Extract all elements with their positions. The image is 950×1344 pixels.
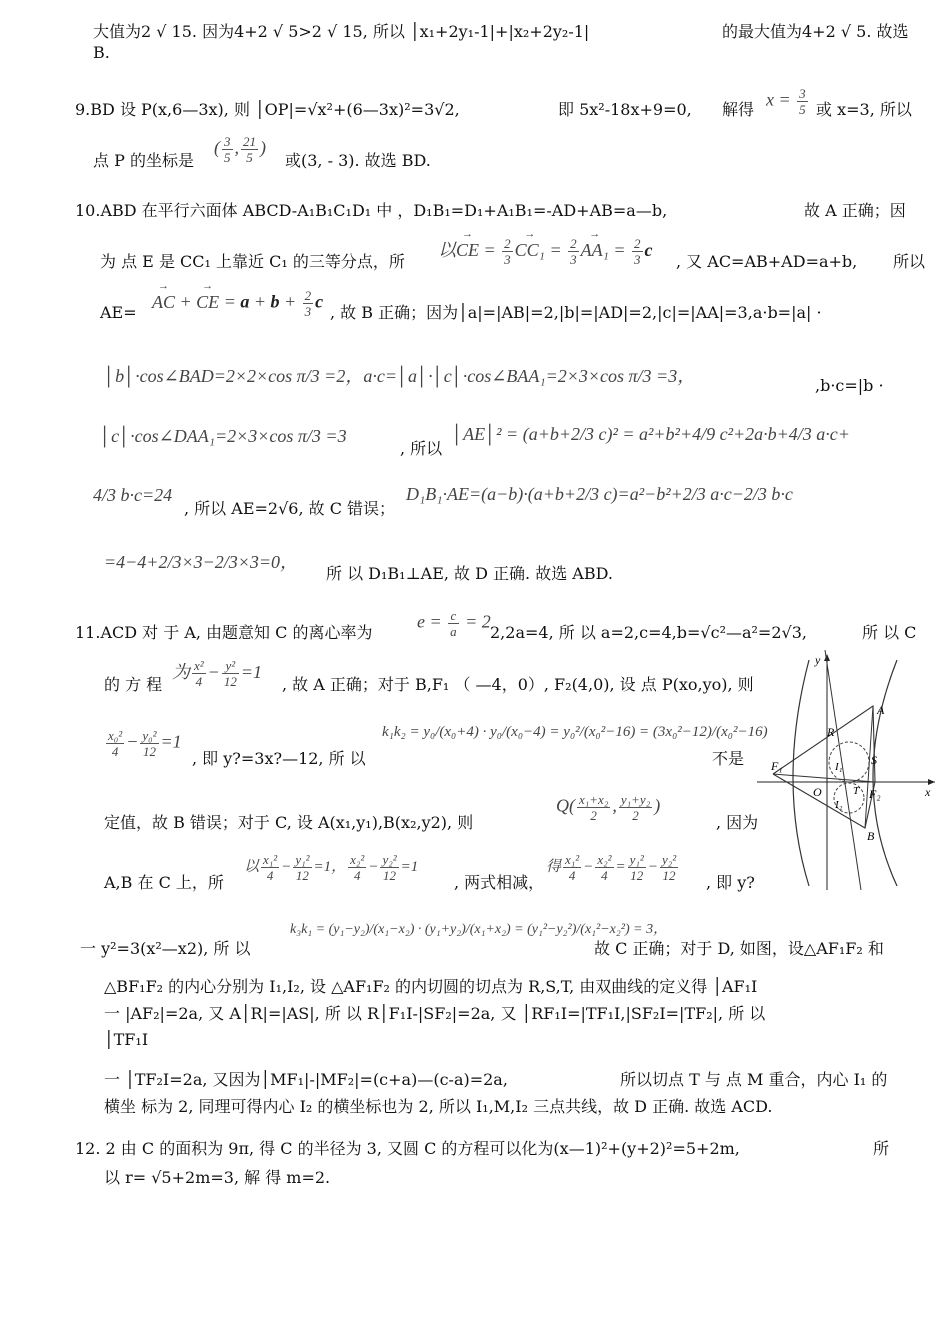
- p10-zero: =4−4+2/3×3−2/3×3=0，: [104, 552, 299, 572]
- vertical-line: [825, 650, 861, 890]
- p9-point: ( $\frac{3}{5}$ , $\frac{21}{5}$ ): [214, 134, 266, 165]
- p9-or-x3: 或 x=3, 所以: [816, 100, 912, 119]
- p11-difference: 得 $\frac{\text{x₁²}}{4}$ − $\frac{\text{x₂²}}{4}$ = $\frac{\text{y₁²}}{12}$ − $\frac{\text{y₂²}}{12}$: [546, 852, 677, 883]
- p12-line1: 12. 2 由 C 的面积为 9π, 得 C 的半径为 3, 又圆 C 的方程可以化为(x—1)²+(y+2)²=5+2m,: [75, 1139, 740, 1158]
- r-label: R: [827, 725, 835, 739]
- p11-eccentricity: e = $\frac{c}{a}$ = 2: [417, 608, 491, 639]
- p10-line3: , 故 B 正确；因为│a|=|AB|=2,|b|=|AD|=2,|c|=|AA|=3,a·b=|a| ·: [330, 303, 822, 322]
- p10-line1: 10.ABD 在平行六面体 ABCD-A₁B₁C₁D₁ 中 ，D₁B₁=D₁+A₁B₁=-AD+AB=a—b,: [75, 201, 668, 220]
- f1f2-line: [773, 774, 875, 782]
- p11-not: 不是: [712, 749, 745, 768]
- p10-line2: 为 点 E 是 CC₁ 上靠近 C₁ 的三等分点，所: [100, 252, 405, 271]
- p9-line2-end: 或(3, - 3). 故选 BD.: [285, 151, 431, 170]
- hyperbola-figure: [757, 650, 937, 890]
- triangles: [773, 706, 875, 828]
- o-label: O: [813, 785, 822, 799]
- p12-line1-end: 所: [873, 1139, 890, 1158]
- right-branch: [873, 660, 897, 886]
- p11-line7: △BF₁F₂ 的内心分别为 I₁,I₂, 设 △AF₁F₂ 的内切圆的切点为 R,S,T, 由双曲线的定义得 │AF₁I: [104, 977, 758, 996]
- x-label: x: [925, 785, 931, 799]
- p11-line6: 一 y²=3(x²—x2), 所 以: [80, 939, 251, 958]
- p11-k3k1: k₃k₁ = (y₁−y₂)/(x₁−x₂) · (y₁+y₂)/(x₁+x₂) = (y₁²−y₂²)/(x₁²−x₂²) = 3，: [290, 922, 668, 937]
- p11-line8: 一 |AF₂|=2a, 又 A│R|=|AS|, 所 以 R│F₁I-|SF₂|=2a, 又 │RF₁I=|TF₁I,|SF₂I=|TF₂|, 所 以: [104, 1004, 766, 1023]
- left-branch: [793, 660, 809, 886]
- p11-k1k2: k₁k₂ = y₀/(x₀+4) · y₀/(x₀−4) = y₀²/(x₀²−16) = (3x₀²−12)/(x₀²−16): [382, 724, 768, 740]
- p9-solve: 解得: [722, 100, 755, 119]
- p8-line1: 大值为2 √ 15. 因为4+2 √ 5>2 √ 15, 所以 │x₁+2y₁-1|+|x₂+2y₂-1|: [93, 22, 590, 41]
- s-label: S: [871, 753, 877, 767]
- p11-line3: , 即 y?=3x?—12, 所 以: [192, 749, 366, 768]
- p8-line2: B.: [93, 43, 110, 62]
- y-label: y: [815, 653, 821, 667]
- p10-ae-equation: → AC + → CE = a + b + $\frac{2}{3}$ c: [152, 288, 323, 319]
- p10-bc-term: 4/3 b·c=24: [93, 485, 173, 505]
- f1-label: F₁: [771, 759, 783, 773]
- p10-ae-label: AE=: [100, 303, 137, 322]
- i1-label: I₁: [835, 761, 843, 773]
- p10-c-wrong: , 所以 AE=2√6, 故 C 错误；: [184, 499, 396, 518]
- p11-line4: 定值，故 B 错误；对于 C, 设 A(x₁,y₁),B(x₂,y2), 则: [104, 813, 474, 832]
- p11-line1-end: 所 以 C: [862, 623, 917, 642]
- p11-line1-mid: 2,2a=4, 所 以 a=2,c=4,b=√c²—a²=2√3,: [490, 623, 807, 642]
- p11-hyperbola: 为 $\frac{\text{x²}}{4}$ − $\frac{\text{y²}}{12}$ =1: [172, 658, 262, 690]
- p11-line5: A,B 在 C 上，所: [104, 873, 224, 892]
- f2-label: F₂: [869, 787, 881, 801]
- p10-line7: 所 以 D₁B₁⊥AE, 故 D 正确. 故选 ABD.: [326, 564, 613, 583]
- p12-line2: 以 r= √5+2m=3, 解 得 m=2.: [104, 1168, 331, 1187]
- p9-equation: 即 5x²-18x+9=0,: [558, 100, 692, 119]
- p10-bc: ,b·c=|b ·: [815, 376, 884, 395]
- p10-line1-end: 故 A 正确；因: [804, 201, 906, 220]
- p10-ac: , 又 AC=AB+AD=a+b,: [676, 252, 858, 271]
- i2-label: I₂: [835, 799, 843, 811]
- p11-because: , 因为: [716, 813, 759, 832]
- p9-line1: 9.BD 设 P(x,6—3x), 则 │OP|=√x²+(6—3x)²=3√2,: [75, 100, 460, 119]
- p11-line2: 的 方 程: [104, 675, 163, 694]
- p11-line6-end: 故 C 正确；对于 D, 如图，设△AF₁F₂ 和: [594, 939, 884, 958]
- p11-subtract: , 两式相减，: [454, 873, 545, 892]
- p11-line1: 11.ACD 对 于 A, 由题意知 C 的离心率为: [75, 623, 373, 642]
- p9-x-value: x = $\frac{3}{5}$: [766, 86, 806, 117]
- b-label: B: [867, 829, 875, 843]
- p11-line10: 一 │TF₂I=2a, 又因为│MF₁|-|MF₂|=(c+a)—(c-a)=2a,: [104, 1070, 508, 1089]
- p11-ab-eq: 以 $\frac{\text{x₁²}}{4}$ − $\frac{\text{y₁²}}{12}$ =1， $\frac{\text{x₂²}}{4}$ − $\frac{\text{y₂²}}{12}$ =1: [244, 852, 419, 883]
- p10-d1b1-dot: D₁B₁·AE=(a−b)·(a+b+2/3 c)=a²−b²+2/3 a·c−2/3 b·c: [406, 484, 793, 504]
- p10-so: , 所以: [400, 439, 443, 458]
- t-label: T: [853, 785, 860, 797]
- p11-p-equation: $\frac{\text{x₀²}}{4}$ − $\frac{\text{y₀²}}{12}$ =1: [108, 728, 182, 759]
- p11-line10-end: 所以切点 T 与 点 M 重合，内心 I₁ 的: [620, 1070, 888, 1089]
- p8-line1-end: 的最大值为4+2 √ 5. 故选: [722, 22, 909, 41]
- p11-line11: 横坐 标为 2, 同理可得内心 I₂ 的横坐标也为 2, 所以 I₁,M,I₂ 三点共线，故 D 正确. 故选 ACD.: [104, 1097, 773, 1116]
- p11-line2-mid: , 故 A 正确；对于 B,F₁ （ —4，0）, F₂(4,0), 设 点 P(xo,yo), 则: [282, 675, 754, 694]
- p11-q-point: Q( $\frac{\text{x₁+x₂}}{2}$ , $\frac{\text{y₁+y₂}}{2}$ ): [556, 792, 661, 823]
- p10-ae-squared: │AE│² = (a+b+2/3 c)² = a²+b²+4/9 c²+2a·b+4/3 a·c+: [452, 424, 850, 444]
- p10-ce-equation: 以→ CE = $\frac{2}{3}$ → CC₁ = $\frac{2}{3}$ → AA₁ = $\frac{2}{3}$ c: [438, 236, 653, 267]
- p10-bc-value: │c│·cos∠DAA₁=2×3×cos π/3 =3: [100, 426, 347, 446]
- y-axis-arrow: [824, 654, 830, 661]
- p10-dot-products: │b│·cos∠BAD=2×2×cos π/3 =2，a·c=│a│·│c│·cos∠BAA₁=2×3×cos π/3 =3，: [104, 366, 696, 386]
- p9-line2: 点 P 的坐标是: [93, 151, 194, 170]
- a-label: A: [877, 703, 885, 717]
- p11-line9: │TF₁I: [104, 1030, 149, 1049]
- p11-line5-end: , 即 y?: [706, 873, 755, 892]
- p10-line2-end: 所以: [893, 252, 926, 271]
